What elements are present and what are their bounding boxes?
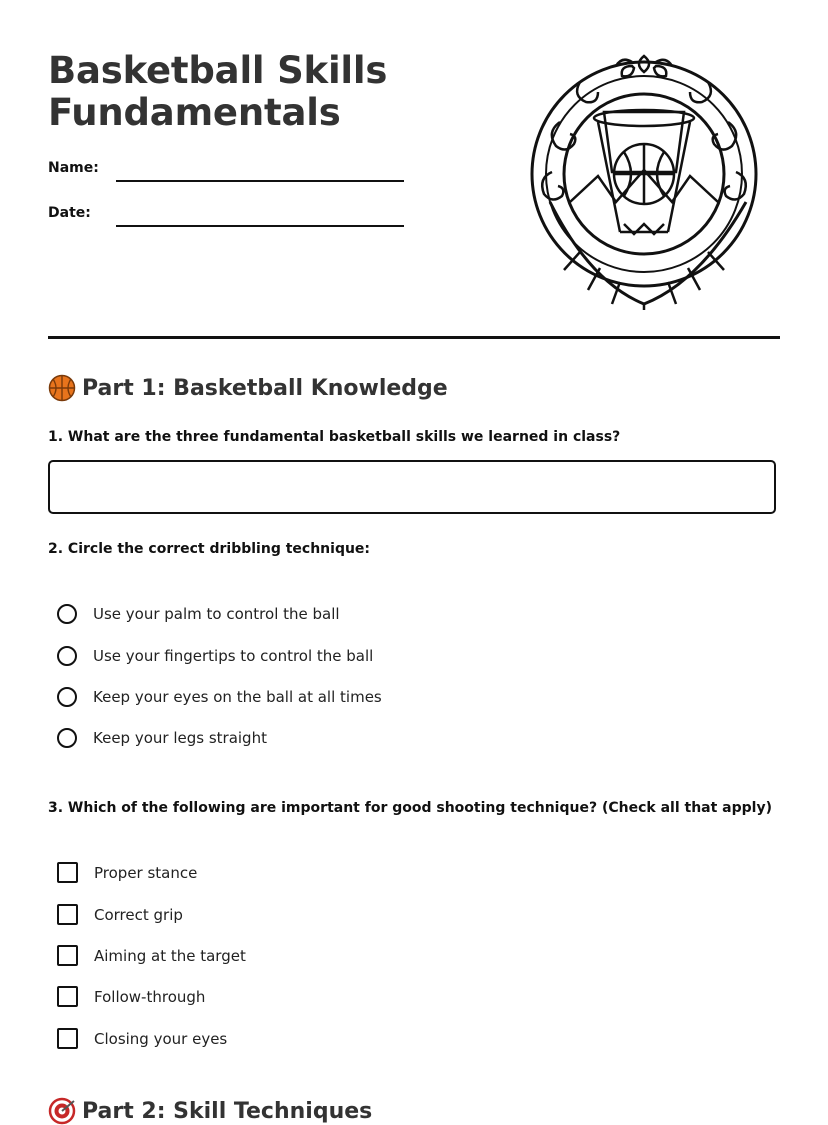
q3-option[interactable] (57, 904, 183, 925)
option-label: Closing your eyes (94, 1029, 228, 1048)
q2-option[interactable] (57, 728, 267, 748)
q3-option[interactable] (57, 986, 205, 1007)
worksheet-title (48, 50, 448, 134)
section-divider (48, 336, 780, 339)
title-line-1: Basketball Skills (48, 49, 388, 92)
radio-button[interactable] (57, 646, 77, 666)
basketball-hoop-emblem-icon (520, 52, 768, 310)
option-label: Follow-through (94, 987, 206, 1006)
checkbox[interactable] (57, 862, 78, 883)
basketball-icon (48, 374, 76, 402)
q3-option[interactable] (57, 862, 197, 883)
option-label: Keep your legs straight (93, 729, 267, 747)
q2-option[interactable] (57, 687, 382, 707)
q3-option[interactable] (57, 1028, 227, 1049)
question-1-answer-box[interactable] (48, 460, 776, 514)
q3-option[interactable] (57, 945, 246, 966)
q2-option[interactable] (57, 646, 373, 666)
date-field[interactable] (116, 225, 404, 227)
title-line-2: Fundamentals (48, 91, 341, 134)
option-label: Proper stance (94, 863, 198, 882)
part-2-title: Part 2: Skill Techniques (82, 1098, 373, 1124)
name-field[interactable] (116, 180, 404, 182)
question-1: 1. What are the three fundamental basketball skills we learned in class? (48, 429, 621, 445)
checkbox[interactable] (57, 986, 78, 1007)
q2-option[interactable] (57, 604, 340, 624)
radio-button[interactable] (57, 687, 77, 707)
option-label: Aiming at the target (94, 946, 246, 965)
part-2-heading (48, 1097, 372, 1125)
option-label: Use your palm to control the ball (93, 605, 340, 623)
question-2: 2. Circle the correct dribbling technique: (48, 541, 371, 557)
name-label: Name: (48, 160, 99, 176)
option-label: Correct grip (94, 905, 183, 924)
radio-button[interactable] (57, 728, 77, 748)
checkbox[interactable] (57, 904, 78, 925)
part-1-heading (48, 374, 448, 402)
option-label: Use your fingertips to control the ball (93, 647, 374, 665)
date-label: Date: (48, 205, 91, 221)
question-3: 3. Which of the following are important for good shooting technique? (Check all that apply) (48, 800, 772, 816)
radio-button[interactable] (57, 604, 77, 624)
target-icon (48, 1097, 76, 1125)
checkbox[interactable] (57, 1028, 78, 1049)
option-label: Keep your eyes on the ball at all times (93, 688, 382, 706)
checkbox[interactable] (57, 945, 78, 966)
part-1-title: Part 1: Basketball Knowledge (82, 375, 448, 401)
